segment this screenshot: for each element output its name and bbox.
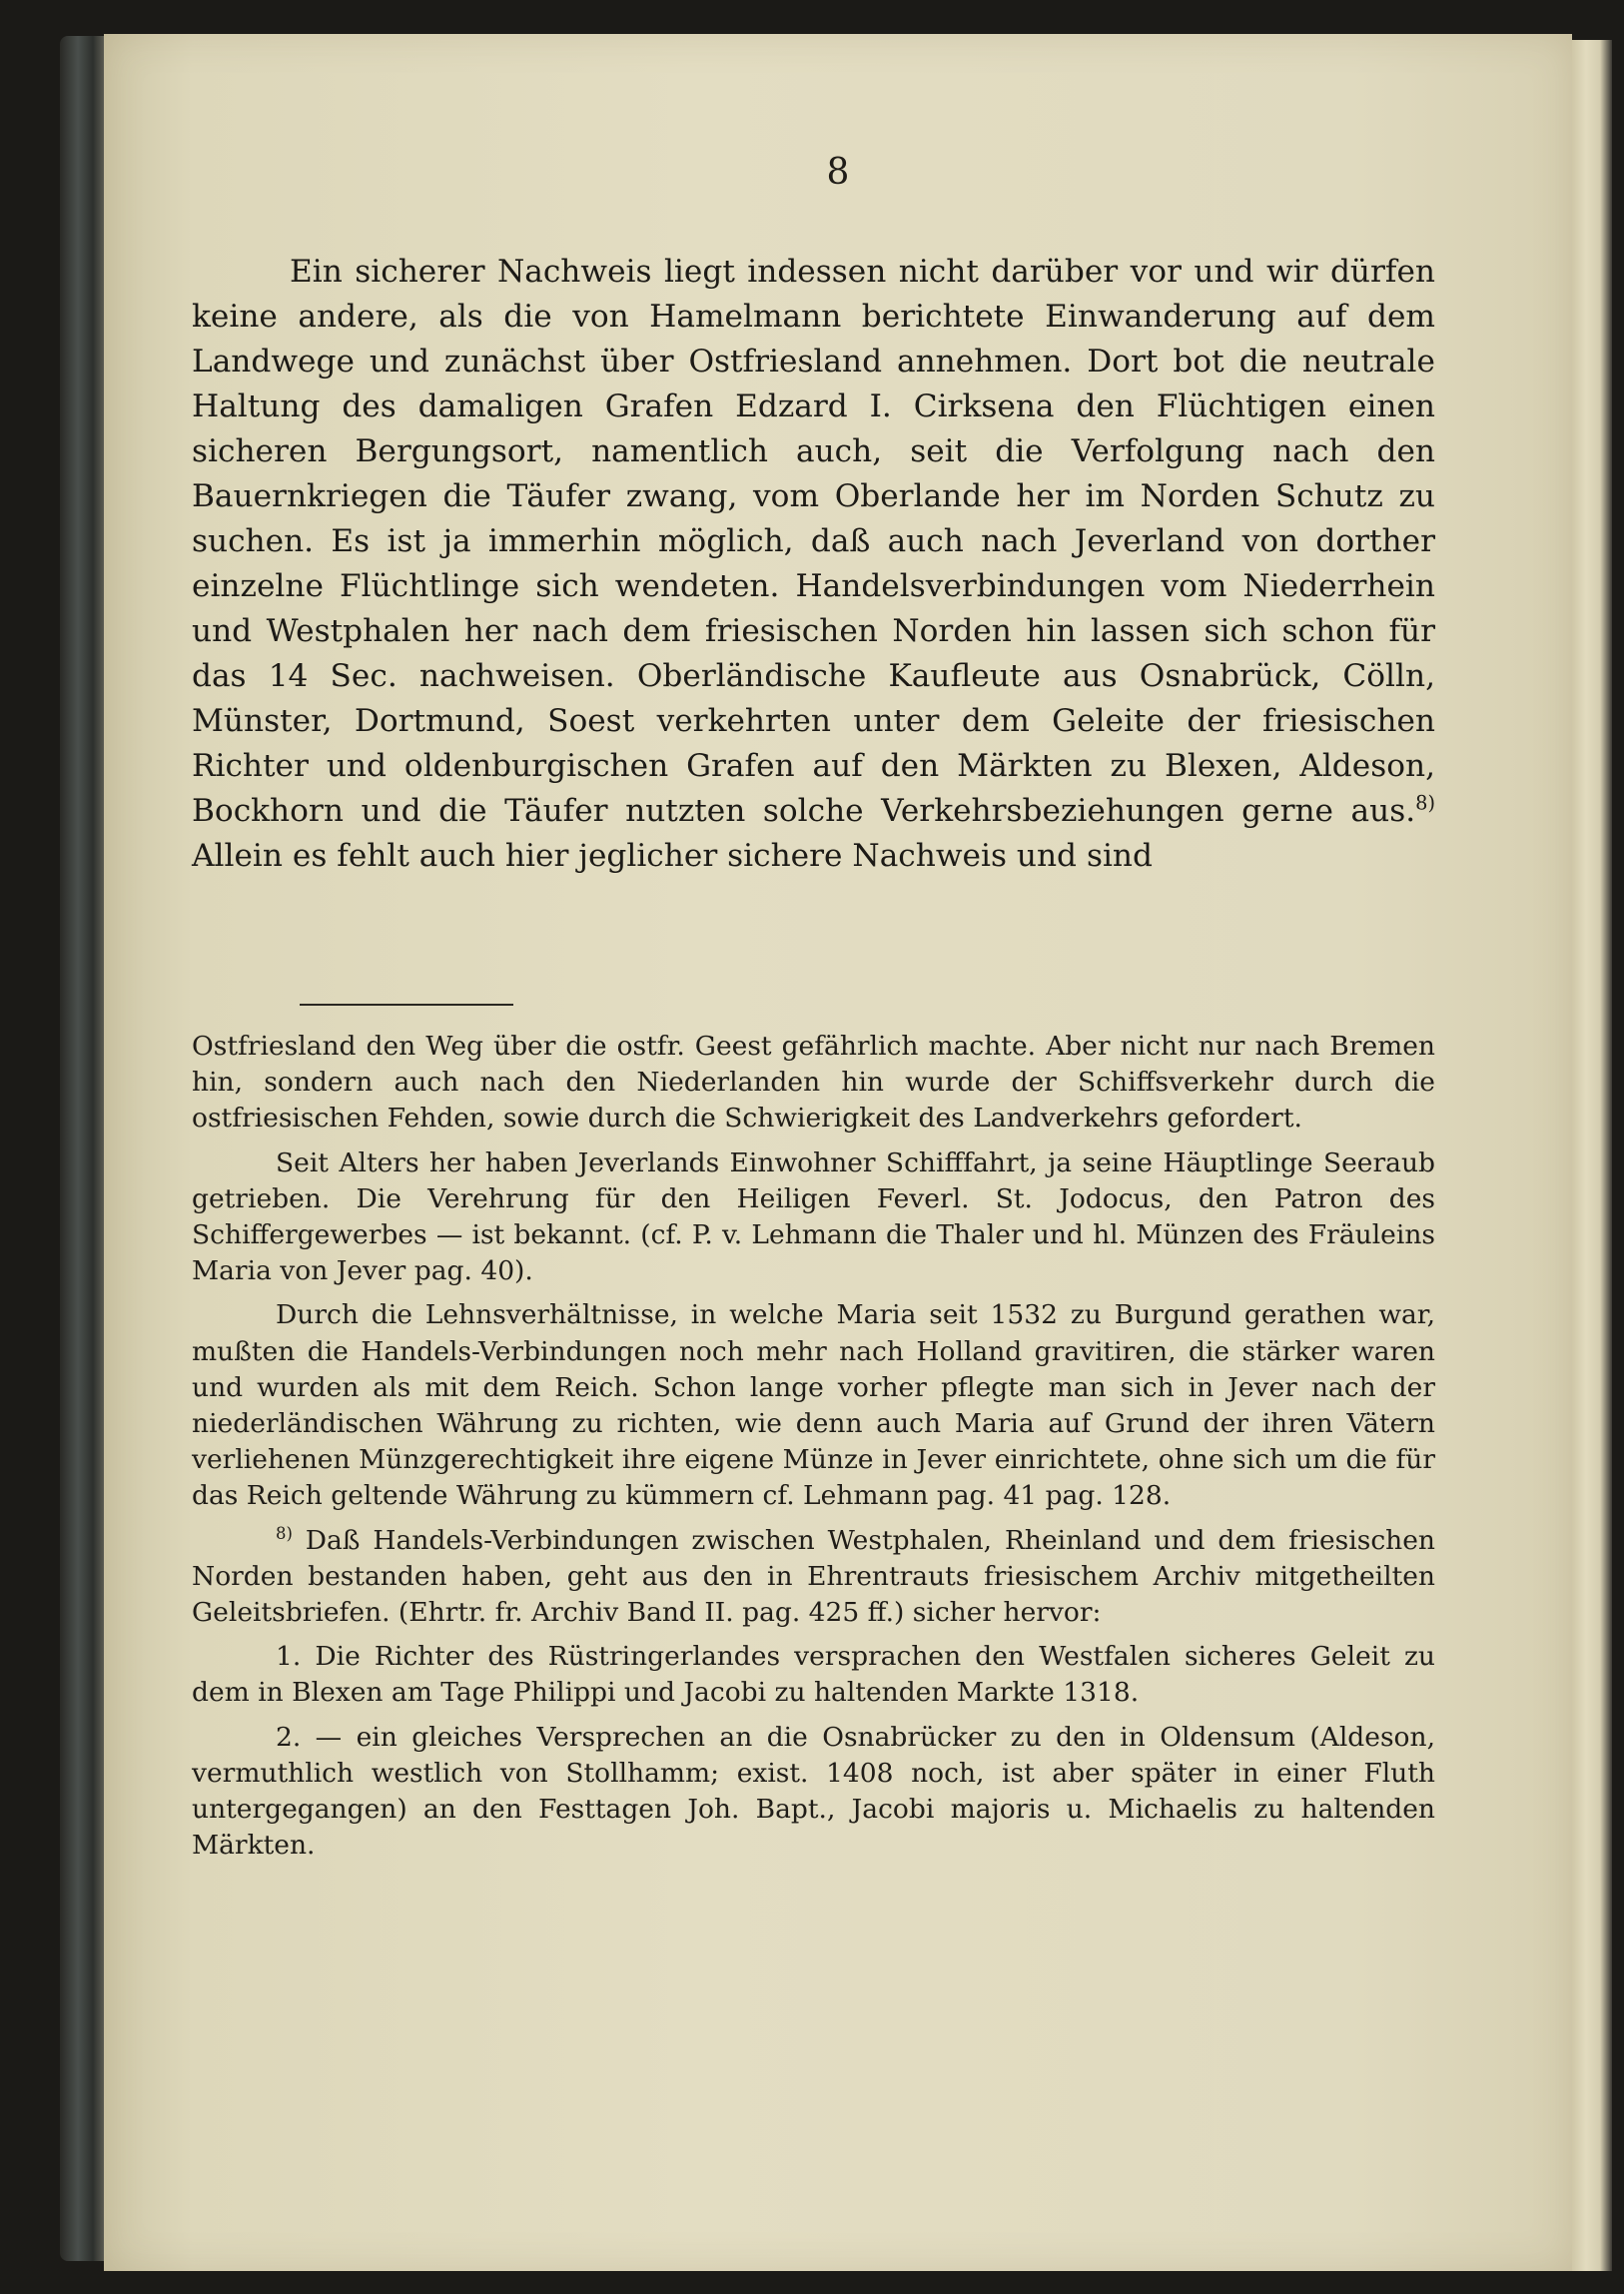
footnote-para-durch: Durch die Lehnsverhältnisse, in welche Maria seit 1532 zu Burgund gerathen war, mußten die Handels-Verbindungen noch mehr nach Holland gravitiren, die stärker waren und wurden als mit dem Reich. Schon lange vorher pflegte man sich in Jever nach der niederländischen Währung zu richten, wie denn auch Maria auf Grund der ihren Vätern verliehenen Münzgerechtigkeit ihre eigene Münze in Jever einrichtete, ohne sich um die für das Reich geltende Währung zu kümmern cf. Lehmann pag. 41 pag. 128. [192,1299,1435,1512]
footnote-ref-8[interactable]: 8) [1415,791,1435,815]
footnote-item-1: 1. Die Richter des Rüstringerlandes versprachen den Westfalen sicheres Geleit zu dem in Blexen am Tage Philippi und Jacobi zu haltenden Markte 1318. [192,1641,1435,1709]
footnote-continuation: Ostfriesland den Weg über die ostfr. Geest gefährlich machte. Aber nicht nur nach Bremen hin, sondern auch nach den Niederlanden hin wurde der Schiffsverkehr durch die ostfriesischen Fehden, sowie durch die Schwierigkeit des Landverkehrs gefordert. [192,1031,1435,1135]
main-text-end: Allein es fehlt auch hier jeglicher sichere Nachweis und sind [192,838,1153,874]
main-paragraph [192,250,1435,879]
footnote-8-text: Daß Handels-Verbindungen zwischen Westphalen, Rheinland und dem friesischen Norden bestanden haben, geht aus den in Ehrentrauts friesischem Archiv mitgetheilten Geleitsbriefen. (Ehrtr. fr. Archiv Band II. pag. 425 ff.) sicher hervor: [192,1524,1435,1629]
page-edge [1572,40,1612,2271]
footnote-separator [300,1004,513,1006]
page-number: 8 [826,152,850,193]
footnote-8-marker: 8) [276,1523,293,1543]
footnotes-block [192,1029,1435,1872]
main-text: Ein sicherer Nachweis liegt indessen nicht darüber vor und wir dürfen keine andere, als die von Hamelmann berichtete Einwanderung auf dem Landwege und zunächst über Ostfriesland annehmen. Dort bot die neutrale Haltung des damaligen Grafen Edzard I. Cirksena den Flüchtigen einen sicheren Bergungsort, namentlich auch, seit die Verfolgung nach den Bauernkriegen die Täufer zwang, vom Oberlande her im Norden Schutz zu suchen. Es ist ja immerhin möglich, daß auch nach Jeverland von dorther einzelne Flüchtlinge sich wendeten. Handelsverbindungen vom Niederrhein und Westphalen her nach dem friesischen Norden hin lassen sich schon für das 14 Sec. nachweisen. Oberländische Kaufleute aus Osnabrück, Cölln, Münster, Dortmund, Soest verkehrten unter dem Geleite der friesischen Richter und oldenburgischen Grafen auf den Märkten zu Blexen, Aldeson, Bockhorn und die Täufer nutzten solche Verkehrsbeziehungen gerne aus. [192,254,1435,829]
footnote-para-seit: Seit Alters her haben Jeverlands Einwohner Schifffahrt, ja seine Häuptlinge Seeraub getrieben. Die Verehrung für den Heiligen Feverl. St. Jodocus, den Patron des Schiffergewerbes — ist bekannt. (cf. P. v. Lehmann die Thaler und hl. Münzen des Fräuleins Maria von Jever pag. 40). [192,1147,1435,1287]
main-text-block [192,250,1435,879]
footnote-item-2: 2. — ein gleiches Versprechen an die Osnabrücker zu den in Oldensum (Aldeson, vermuthlich westlich von Stollhamm; exist. 1408 noch, ist aber später in einer Fluth untergegangen) an den Festtagen Joh. Bapt., Jacobi majoris u. Michaelis zu haltenden Märkten. [192,1721,1435,1862]
footnote-8 [192,1523,1435,1632]
